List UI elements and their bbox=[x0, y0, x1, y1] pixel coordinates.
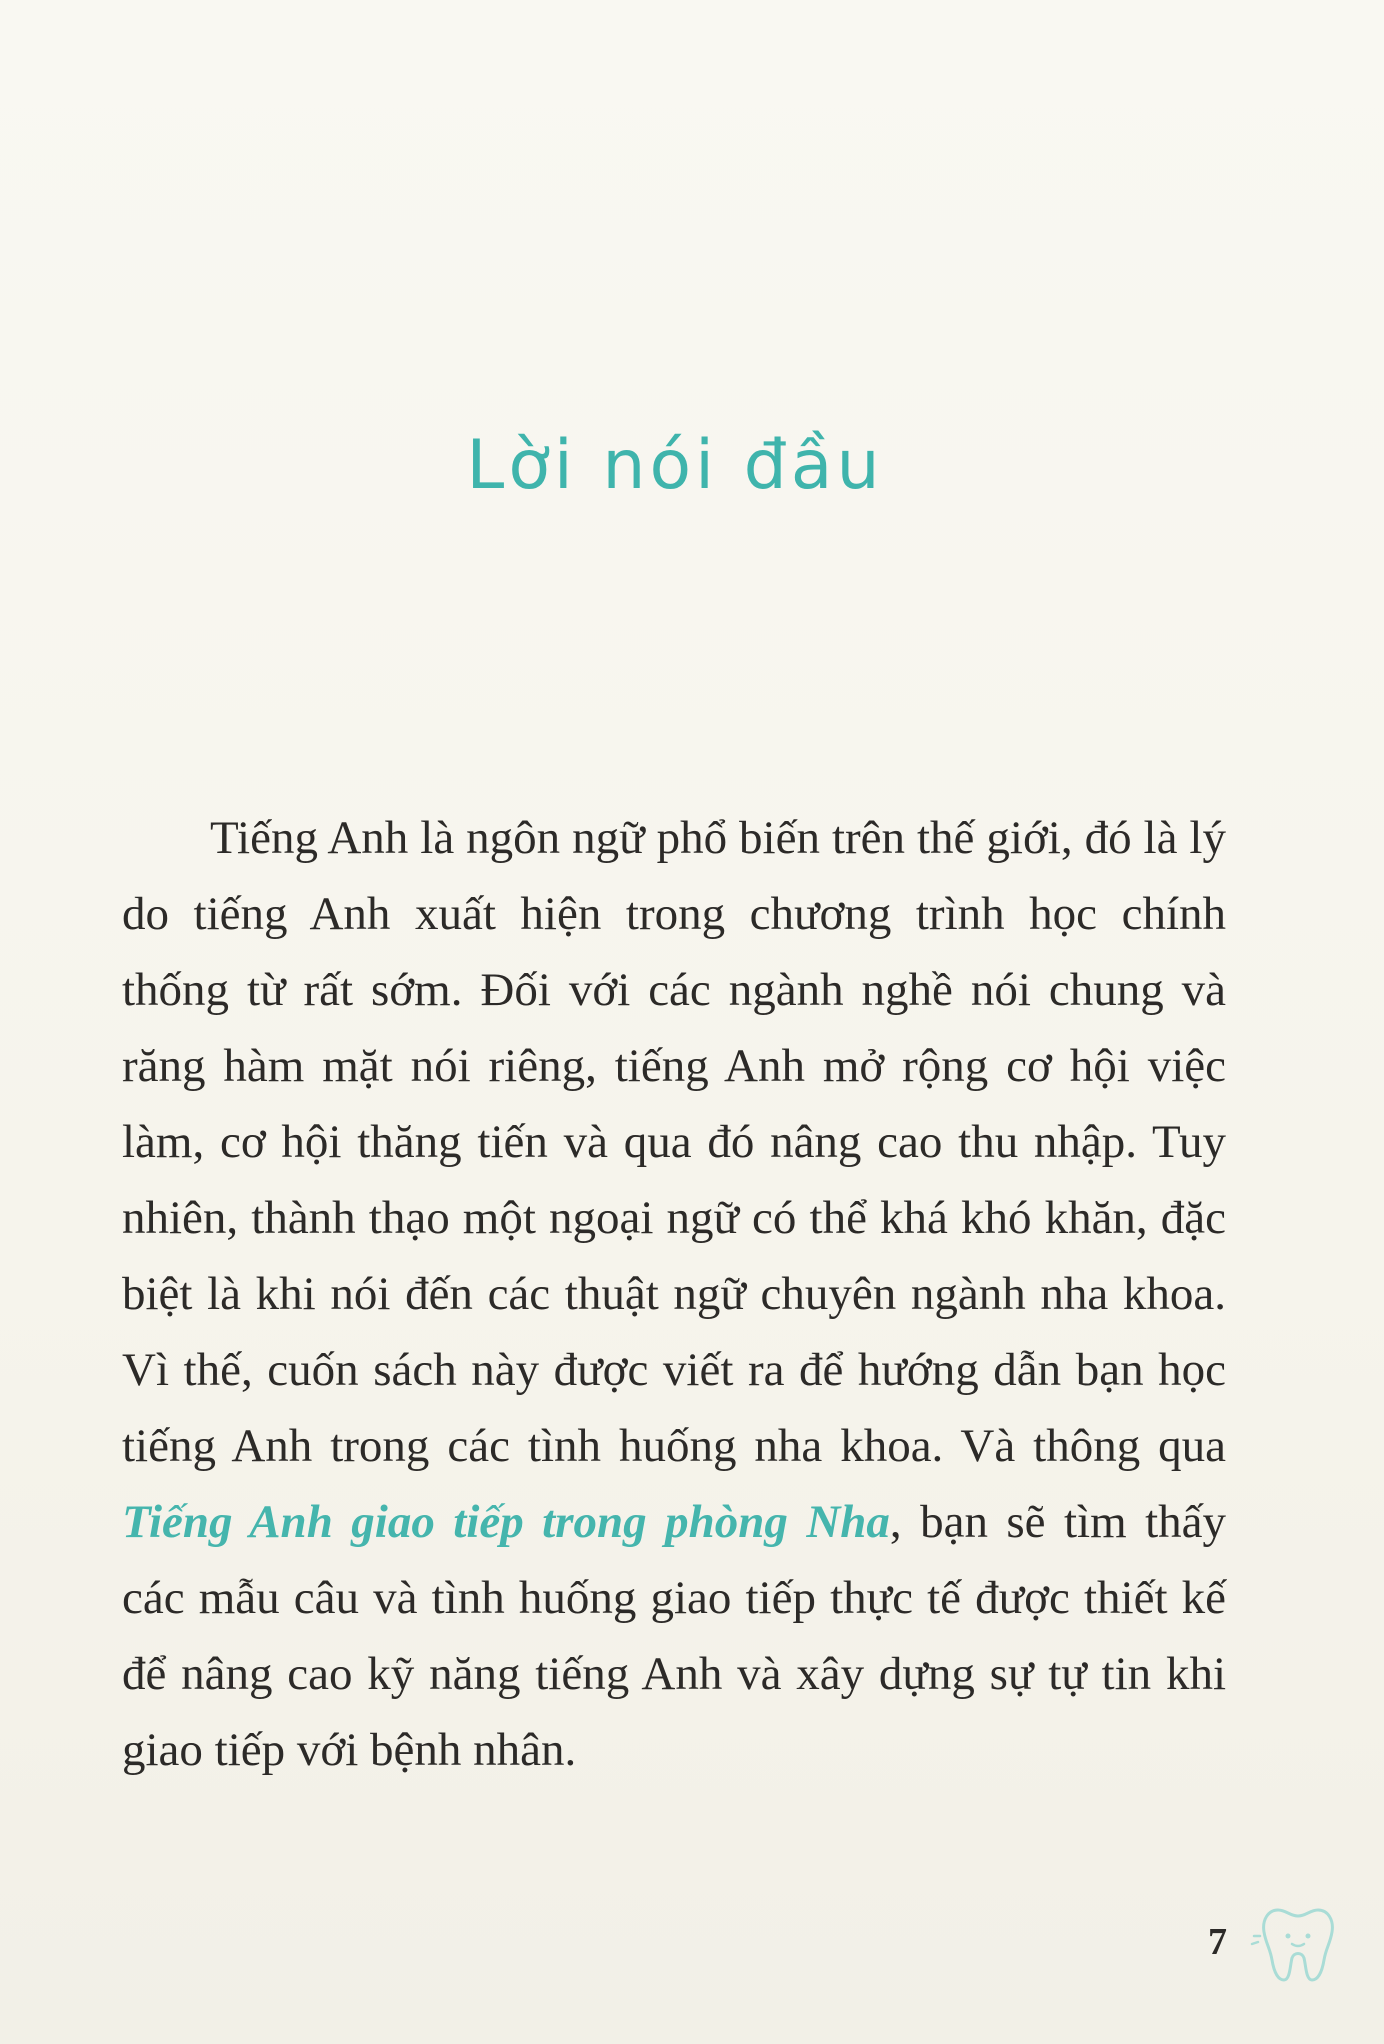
preface-text-before: Tiếng Anh là ngôn ngữ phổ biến trên thế giới, đó là lý do tiếng Anh xuất hiện trong chương trình học chính thống từ rất sớm. Đối với các ngành nghề nói chung và răng hàm mặt nói riêng, tiếng Anh mở rộng cơ hội việc làm, cơ hội thăng tiến và qua đó nâng cao thu nhập. Tuy nhiên, thành thạo một ngoại ngữ có thể khá khó khăn, đặc biệt là khi nói đến các thuật ngữ chuyên ngành nha khoa. Vì thế, cuốn sách này được viết ra để hướng dẫn bạn học tiếng Anh trong các tình huống nha khoa. Và thông qua bbox=[122, 812, 1226, 1472]
page-title: Lời nói đầu bbox=[466, 425, 884, 505]
book-title-emphasis: Tiếng Anh giao tiếp trong phòng Nha bbox=[122, 1496, 890, 1548]
page-number: 7 bbox=[1208, 1921, 1227, 1963]
preface-paragraph bbox=[122, 800, 1226, 1788]
tooth-icon bbox=[1248, 1888, 1348, 1988]
preface-text-after: , bạn sẽ tìm thấy các mẫu câu và tình huống giao tiếp thực tế được thiết kế để nâng cao kỹ năng tiếng Anh và xây dựng sự tự tin khi giao tiếp với bệnh nhân. bbox=[122, 1496, 1226, 1776]
